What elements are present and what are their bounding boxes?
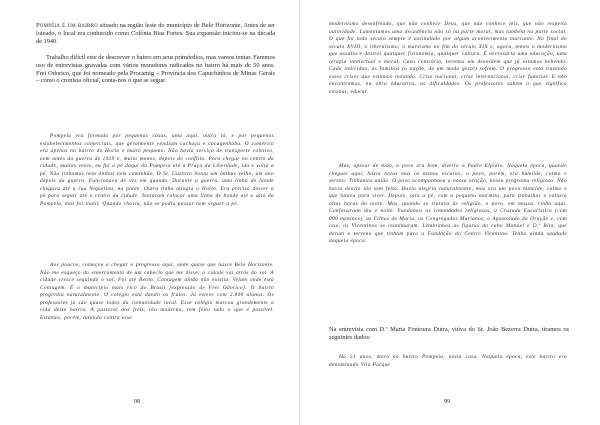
quote-continuation: modernismo desenfreado, que não conhece Deus, que não conhece leis, que não respeita autoridade. Lamentamos uma decadência não só na parte moral, mas também na parte social. O que foi todo século sempre é assinalado por algum acontecimento marcante. No final do século XVIII, o liberalismo; o marxismo no fim do século XIX e, agora, temos o modernismo que assalta e destrói qualquer fisionomia, qualquer cultura. É necessária uma educação, uma terapia intelectual e moral. Caso contrário, teremos um desordem que já estamos bebendo. Cada indivíduo, as famílias (a nação, de um modo geral) sofrem. O progresso está trazendo esses crises que estamos notando. Crise nacional, crise internacional, crise familiar. E não encontramos, na obra educativa, as dificuldades. Os professores sabem o que significa ensinar, educar. bbox=[329, 21, 567, 95]
quote-block-2: Mas, apesar de tudo, o povo era bom, dizeira o Padre Elpídio. Naquela época, quando cheguei aqui, havia notas mas os menos escuras; o povo, porém, era humilde, calmo e sereno. Tínhamos união. O povo acompanhava a nossa oração, nosso programa religioso. Não havia desvio tão sem feita. Havia alegria naturalmente, mas era um povo humilde, calmo e que lutava para viver. Depois, saía a pé, com a pequena marmita, para trabalhar e voltava altas horas da noite. Mas, quando se tratava de religião, o povo, em massa, vinha aqui. Confessavam dia e noite. Fundamos as irmandades religiosas, a Cruzada Eucarística (com 800 meninos), as Filhas de Maria, os Congregados Marianos, o Apostolado da Oração e, com isso, os Vicentinos se reanimaram. Lembramos as figuras do cabo Manuel e D.ª Rita, que deram o terreno que tinham para a Fundação do Centro Vicentino. Tenho ainda saudade daquela época. bbox=[329, 163, 567, 245]
intro-text: situado na região leste do município de Belo Horizonte. Antes de ser loteado, o local era conhecido como Colônia Bias Fortes. Sua expansão iniciou-se na década de 1940. bbox=[36, 22, 275, 45]
interview-paragraph: Na entrevista com D.ª Maria Fontoura Dutra, viúva do Sr. João Bezerra Dutra, tiramos os seguintes dados: bbox=[329, 326, 569, 341]
quote-block-3: Há 51 anos, moro no bairro Pompeia, nesta casa. Naquela época, este bairro era denominado Vila Parque bbox=[329, 354, 567, 368]
paragraph-2: Trabalho difícil este de descrever o bairro em seus primórdios, mas vamos tentar. Faremos uso de entrevistas gravadas com vários moradores radicados no bairro há mais de 50 anos. Frei Odorico, que foi nomeado pela Procamig – Província dos Capuchinhos de Minas Gerais – como o cronista oficial, conta-nos o que se segue. bbox=[36, 54, 275, 85]
page-number: 99 bbox=[443, 398, 451, 405]
quote-block-2: Aos poucos, começou a chegar o progresso aqui, onde quase que nasce Belo Horizonte. Não me esqueço do enterramento de um cabeclo que me disse: a cidade vai atrás do sol. A cidade cresce seguindo o sol. Foi até Betim. Contagem ainda não existia. Vejam onde está Contagem. É o município mais rico do Brasil [expressão de Frei Odorico]. O bairro progrediu naturalmente. O colégio está dando os frutos. Já esteve com 2.800 alunos. Os professores já são quase todos da comunidade local. Esse colégio marcou grandemente a vida deste bairro. A pastoral dos freis, tão moderna, tem feito tudo o que é possível. Estamos, porém, lutando contra esse bbox=[40, 262, 274, 321]
intro-smallcaps: Pompéia é um bairro bbox=[36, 22, 98, 29]
page-number: 98 bbox=[133, 398, 141, 405]
quote-block-1: Pompeia era formada por pequenas casas, uma aqui, outra lá, e por pequenos estabelecimentos comerciais, que geralmente vendiam cachaça e cocaqenhaba. O comércio era apenas no bairro do Horto e muito pequeno. Não havia serviço de transporte coletivo, nem antes da guerra de 1939 e, muito menos, depois do conflito. Para chegar no centro da cidade, muitas vezes, eu fui a pé daqui da Pompeia até a Praça da Liberdade, ida e volta a pé. Não tínhamos nem ônibus nem caminhão. O Sr. Gustavo botou um ônibus velho, um ano depois da guerra. Funcionava de vez em quando. Durante a guerra, uma linha de bonde chegava até a rua Niquelina, na ponte. Outra linha atingia o Horto. Era preciso descer a pé para seguir até o centro da cidade. Tentaram colocar uma linha de bonde até o alto da Pompeia, mas foi inútil. Quando chovia, não se podia passar nem seguer a pé. bbox=[40, 133, 274, 207]
intro-paragraph bbox=[36, 22, 275, 45]
right-page bbox=[300, 0, 600, 425]
